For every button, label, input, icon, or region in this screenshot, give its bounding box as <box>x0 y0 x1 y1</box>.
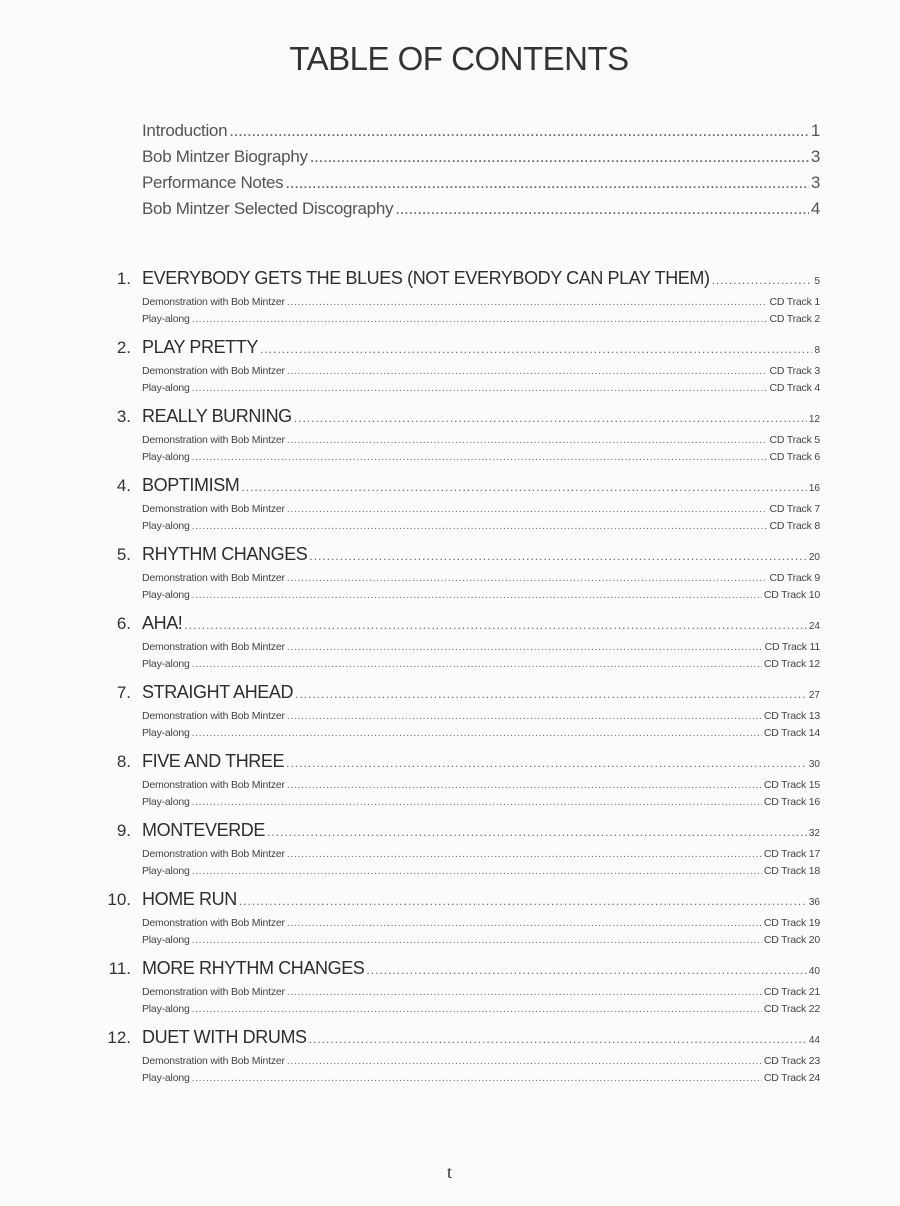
track-label: Play-along <box>142 520 190 532</box>
dot-leader <box>267 825 807 839</box>
dot-leader <box>287 642 763 653</box>
entry-label: Introduction <box>142 121 228 140</box>
cd-track: CD Track 4 <box>769 382 820 394</box>
track-label: Play-along <box>142 727 190 739</box>
playalong-track-row <box>142 658 820 675</box>
demo-track-row <box>142 296 820 313</box>
song-number: 3. <box>116 407 131 426</box>
demo-track-row <box>142 779 820 796</box>
dot-leader <box>192 935 762 946</box>
song-title-row <box>95 751 820 779</box>
dot-leader <box>310 147 809 167</box>
song-title-row <box>95 475 820 503</box>
page-number: 3 <box>810 147 820 166</box>
dot-leader <box>287 297 768 308</box>
dot-leader <box>287 1056 762 1067</box>
track-label: Play-along <box>142 382 190 394</box>
intro-entry <box>142 147 820 173</box>
playalong-track-row <box>142 589 820 606</box>
demo-track-row <box>142 434 820 451</box>
track-label: Demonstration with Bob Mintzer <box>142 917 285 929</box>
dot-leader <box>260 342 812 356</box>
song-number: 6. <box>116 614 131 633</box>
cd-track: CD Track 12 <box>763 658 820 670</box>
dot-leader <box>192 590 762 601</box>
track-label: Demonstration with Bob Mintzer <box>142 848 285 860</box>
track-label: Play-along <box>142 589 190 601</box>
song-title: FIVE AND THREE <box>142 751 285 771</box>
song-title-row <box>95 958 820 986</box>
cd-track: CD Track 19 <box>763 917 820 929</box>
dot-leader <box>712 273 813 287</box>
track-label: Demonstration with Bob Mintzer <box>142 503 285 515</box>
song-number: 11. <box>108 959 131 978</box>
track-label: Play-along <box>142 658 190 670</box>
entry-label: Performance Notes <box>142 173 284 192</box>
dot-leader <box>295 687 807 701</box>
dot-leader <box>192 452 768 463</box>
demo-track-row <box>142 986 820 1003</box>
demo-track-row <box>142 917 820 934</box>
playalong-track-row <box>142 865 820 882</box>
song-entry <box>95 751 820 820</box>
demo-track-row <box>142 848 820 865</box>
track-label: Demonstration with Bob Mintzer <box>142 365 285 377</box>
dot-leader <box>294 411 807 425</box>
dot-leader <box>229 121 809 141</box>
song-number: 4. <box>116 476 131 495</box>
song-entry <box>95 337 820 406</box>
demo-track-row <box>142 1055 820 1072</box>
cd-track: CD Track 18 <box>763 865 820 877</box>
dot-leader <box>287 366 768 377</box>
song-title-row <box>95 682 820 710</box>
page-number: 8 <box>814 345 820 356</box>
cd-track: CD Track 6 <box>769 451 820 463</box>
song-entry <box>95 406 820 475</box>
track-label: Demonstration with Bob Mintzer <box>142 779 285 791</box>
song-title: DUET WITH DRUMS <box>142 1027 307 1047</box>
dot-leader <box>239 894 807 908</box>
song-title-row <box>95 613 820 641</box>
cd-track: CD Track 21 <box>763 986 820 998</box>
song-title: AHA! <box>142 613 183 633</box>
track-label: Demonstration with Bob Mintzer <box>142 572 285 584</box>
song-title: EVERYBODY GETS THE BLUES (NOT EVERYBODY CAN PLAY THEM) <box>142 268 710 288</box>
song-number: 12. <box>107 1028 131 1047</box>
dot-leader <box>309 549 806 563</box>
playalong-track-row <box>142 934 820 951</box>
track-label: Demonstration with Bob Mintzer <box>142 710 285 722</box>
cd-track: CD Track 17 <box>763 848 820 860</box>
track-label: Demonstration with Bob Mintzer <box>142 1055 285 1067</box>
page-number: 32 <box>808 828 820 839</box>
playalong-track-row <box>142 727 820 744</box>
track-label: Demonstration with Bob Mintzer <box>142 434 285 446</box>
cd-track: CD Track 14 <box>763 727 820 739</box>
dot-leader <box>192 521 768 532</box>
demo-track-row <box>142 572 820 589</box>
dot-leader <box>287 504 768 515</box>
track-label: Demonstration with Bob Mintzer <box>142 986 285 998</box>
demo-track-row <box>142 503 820 520</box>
track-label: Demonstration with Bob Mintzer <box>142 641 285 653</box>
song-title: BOPTIMISM <box>142 475 240 495</box>
page-number: 30 <box>808 759 820 770</box>
intro-entry <box>142 121 820 147</box>
song-title-row <box>95 1027 820 1055</box>
song-number: 10. <box>107 890 131 909</box>
song-list <box>95 268 820 1096</box>
dot-leader <box>286 756 807 770</box>
page-number: 36 <box>808 897 820 908</box>
demo-track-row <box>142 641 820 658</box>
song-title-row <box>95 406 820 434</box>
song-title: PLAY PRETTY <box>142 337 258 357</box>
page-number: 16 <box>808 483 820 494</box>
song-number: 2. <box>116 338 131 357</box>
page-number: 1 <box>810 121 820 140</box>
track-label: Play-along <box>142 1072 190 1084</box>
entry-label: Bob Mintzer Selected Discography <box>142 199 394 218</box>
playalong-track-row <box>142 1072 820 1089</box>
cd-track: CD Track 23 <box>763 1055 820 1067</box>
song-number: 8. <box>116 752 131 771</box>
playalong-track-row <box>142 796 820 813</box>
intro-entry <box>142 173 820 199</box>
cd-track: CD Track 15 <box>763 779 820 791</box>
playalong-track-row <box>142 382 820 399</box>
entry-label: Bob Mintzer Biography <box>142 147 308 166</box>
song-title: MONTEVERDE <box>142 820 266 840</box>
song-title: MORE RHYTHM CHANGES <box>142 958 365 978</box>
demo-track-row <box>142 710 820 727</box>
page-number: 40 <box>808 966 820 977</box>
playalong-track-row <box>142 313 820 330</box>
dot-leader <box>287 573 768 584</box>
song-number: 9. <box>116 821 131 840</box>
song-title: REALLY BURNING <box>142 406 292 426</box>
intro-entry <box>142 199 820 225</box>
song-title-row <box>95 889 820 917</box>
page-number: 24 <box>808 621 820 632</box>
page-number: 27 <box>808 690 820 701</box>
cd-track: CD Track 13 <box>763 710 820 722</box>
playalong-track-row <box>142 451 820 468</box>
cd-track: CD Track 1 <box>769 296 820 308</box>
intro-list <box>142 121 820 225</box>
cd-track: CD Track 3 <box>769 365 820 377</box>
track-label: Play-along <box>142 934 190 946</box>
cd-track: CD Track 10 <box>763 589 820 601</box>
dot-leader <box>192 383 768 394</box>
dot-leader <box>395 199 809 219</box>
cd-track: CD Track 8 <box>769 520 820 532</box>
dot-leader <box>192 728 762 739</box>
track-label: Demonstration with Bob Mintzer <box>142 296 285 308</box>
song-entry <box>95 613 820 682</box>
dot-leader <box>184 618 806 632</box>
dot-leader <box>192 866 762 877</box>
dot-leader <box>192 797 762 808</box>
page-number: 3 <box>810 173 820 192</box>
cd-track: CD Track 22 <box>763 1003 820 1015</box>
song-title: STRAIGHT AHEAD <box>142 682 294 702</box>
track-label: Play-along <box>142 865 190 877</box>
page-number: 12 <box>808 414 820 425</box>
page-number: 20 <box>808 552 820 563</box>
song-title: HOME RUN <box>142 889 237 909</box>
cd-track: CD Track 24 <box>763 1072 820 1084</box>
dot-leader <box>366 963 806 977</box>
page-title: TABLE OF CONTENTS <box>289 40 629 77</box>
dot-leader <box>192 1073 762 1084</box>
song-entry <box>95 268 820 337</box>
dot-leader <box>287 987 762 998</box>
dot-leader <box>192 314 768 325</box>
song-entry <box>95 475 820 544</box>
song-number: 1. <box>116 269 131 288</box>
cd-track: CD Track 9 <box>769 572 820 584</box>
song-number: 7. <box>116 683 131 702</box>
song-title-row <box>95 268 820 296</box>
song-entry <box>95 958 820 1027</box>
song-entry <box>95 682 820 751</box>
dot-leader <box>285 173 808 193</box>
song-title-row <box>95 820 820 848</box>
song-entry <box>95 544 820 613</box>
dot-leader <box>287 711 762 722</box>
page-number: 4 <box>810 199 820 218</box>
playalong-track-row <box>142 520 820 537</box>
cd-track: CD Track 2 <box>769 313 820 325</box>
demo-track-row <box>142 365 820 382</box>
cd-track: CD Track 16 <box>763 796 820 808</box>
dot-leader <box>309 1032 807 1046</box>
cd-track: CD Track 20 <box>763 934 820 946</box>
song-entry <box>95 889 820 958</box>
track-label: Play-along <box>142 451 190 463</box>
track-label: Play-along <box>142 313 190 325</box>
song-number: 5. <box>116 545 131 564</box>
song-title-row <box>95 544 820 572</box>
song-title: RHYTHM CHANGES <box>142 544 308 564</box>
dot-leader <box>192 1004 762 1015</box>
track-label: Play-along <box>142 796 190 808</box>
cd-track: CD Track 5 <box>769 434 820 446</box>
song-entry <box>95 1027 820 1096</box>
cd-track: CD Track 11 <box>764 641 820 653</box>
page-folio: t <box>447 1162 453 1182</box>
page-number: 5 <box>814 276 820 287</box>
dot-leader <box>287 435 768 446</box>
dot-leader <box>287 918 762 929</box>
song-title-row <box>95 337 820 365</box>
cd-track: CD Track 7 <box>769 503 820 515</box>
song-entry <box>95 820 820 889</box>
dot-leader <box>287 780 762 791</box>
page-number: 44 <box>808 1035 820 1046</box>
dot-leader <box>287 849 762 860</box>
track-label: Play-along <box>142 1003 190 1015</box>
dot-leader <box>241 480 806 494</box>
dot-leader <box>192 659 762 670</box>
playalong-track-row <box>142 1003 820 1020</box>
